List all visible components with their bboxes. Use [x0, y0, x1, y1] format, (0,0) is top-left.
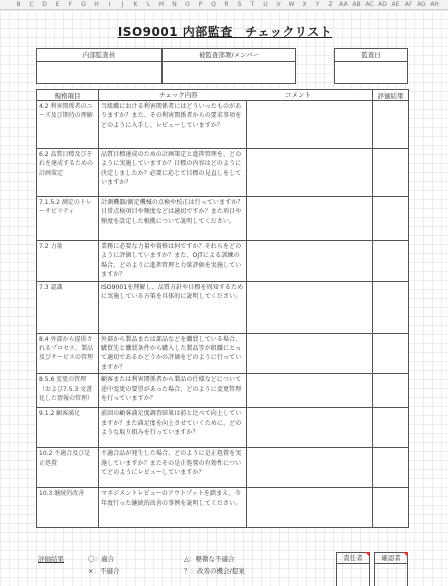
- legend-nonconform: ×：不適合: [88, 567, 120, 575]
- column-letter[interactable]: X: [302, 1, 307, 8]
- column-letter[interactable]: Z: [328, 1, 333, 8]
- column-letter[interactable]: M: [158, 1, 165, 8]
- row-comment[interactable]: [247, 101, 373, 149]
- row-item: 7.2 力量: [37, 241, 99, 282]
- header-result: 評価結果: [373, 90, 409, 101]
- confirm-label: 確認者: [375, 553, 407, 564]
- row-item: 7.1.5.2 測定のトレーサビリティ: [37, 197, 99, 241]
- table-row: [37, 281, 409, 333]
- comment-marker: [403, 552, 408, 557]
- responsible-label: 責任者: [337, 553, 369, 564]
- row-comment[interactable]: [247, 333, 373, 374]
- spreadsheet-grid: [0, 10, 448, 586]
- table-row: [37, 197, 409, 241]
- column-letter[interactable]: AC: [365, 1, 374, 8]
- column-letter[interactable]: T: [250, 1, 255, 8]
- row-content: 計測機器/測定機械の点検や校正は行っていますか？日常点検項目や頻度などは適切ですか？また項目や頻度を設定した根拠について説明してください。: [99, 197, 247, 241]
- row-result[interactable]: [373, 488, 409, 528]
- table-row: [37, 101, 409, 149]
- table-row: [37, 241, 409, 282]
- department-label: 被監査部署/メンバー: [163, 49, 295, 62]
- department-box[interactable]: [162, 48, 296, 84]
- table-row: [37, 488, 409, 528]
- row-content: 当組織における利害関係者にはどういったものがありますか？また、その利害関係者からの要求事項をどのように入手し、レビューしていますか？: [99, 101, 247, 149]
- column-letter[interactable]: N: [172, 1, 177, 8]
- column-letter[interactable]: AG: [417, 1, 426, 8]
- row-result[interactable]: [373, 408, 409, 448]
- row-comment[interactable]: [247, 281, 373, 333]
- legend-minor: △：軽微な不適合: [184, 555, 235, 563]
- column-letter[interactable]: AD: [378, 1, 387, 8]
- row-item: 7.3 認識: [37, 281, 99, 333]
- column-letter[interactable]: W: [288, 1, 295, 8]
- column-letter[interactable]: Q: [211, 1, 216, 8]
- legend-conform: 〇：適合: [88, 555, 114, 563]
- row-result[interactable]: [373, 374, 409, 408]
- column-letter[interactable]: P: [198, 1, 203, 8]
- auditor-box[interactable]: [36, 48, 162, 84]
- row-comment[interactable]: [247, 488, 373, 528]
- row-comment[interactable]: [247, 197, 373, 241]
- column-letter[interactable]: D: [42, 1, 47, 8]
- row-comment[interactable]: [247, 374, 373, 408]
- row-comment[interactable]: [247, 408, 373, 448]
- row-result[interactable]: [373, 101, 409, 149]
- page-title: ISO9001 内部監査 チェックリスト: [117, 25, 333, 39]
- auditor-label: 内部監査員: [37, 49, 161, 62]
- row-item: 6.2 品質目標及びそれを達成するための計画策定: [37, 149, 99, 197]
- column-letter[interactable]: AH: [430, 1, 439, 8]
- row-result[interactable]: [373, 448, 409, 488]
- column-letter[interactable]: U: [263, 1, 268, 8]
- row-result[interactable]: [373, 241, 409, 282]
- column-letter[interactable]: H: [94, 1, 99, 8]
- row-result[interactable]: [373, 149, 409, 197]
- row-item: 10.3 継続的改善: [37, 488, 99, 528]
- table-row: [37, 374, 409, 408]
- comment-marker: [365, 552, 370, 557]
- row-item: 10.2 不適合及び是正処置: [37, 448, 99, 488]
- header-item: 規格項目: [37, 90, 99, 101]
- column-letter[interactable]: AB: [352, 1, 361, 8]
- row-content: 不適合品が発生した場合、どのように是正処置を実施していますか？またその是正処置の有効性についてどのようにレビューしていますか？: [99, 448, 247, 488]
- column-letter[interactable]: B: [16, 1, 21, 8]
- row-content: 外部から製品または部品などを購買している場合、購買先と購買条件から購入した製品等が組織にとって適切であるかどうかの評価をどのように行っていますか？: [99, 333, 247, 374]
- legend-title: 評価結果: [38, 555, 64, 563]
- column-letter[interactable]: L: [146, 1, 151, 8]
- column-letter[interactable]: F: [68, 1, 73, 8]
- header-comment: コメント: [285, 91, 311, 99]
- column-letter[interactable]: J: [121, 1, 124, 8]
- column-letter[interactable]: V: [276, 1, 281, 8]
- column-letter[interactable]: E: [55, 1, 60, 8]
- row-result[interactable]: [373, 333, 409, 374]
- row-content: 前回の顧客満足度調査結果は前と比べて向上していますか？また満足度を向上させていくために、どのような取り組みを行っていますか？: [99, 408, 247, 448]
- confirm-box[interactable]: [374, 552, 408, 586]
- column-letter[interactable]: I: [108, 1, 111, 8]
- row-item: 9.1.2 顧客満足: [37, 408, 99, 448]
- row-content: 品質目標達成のための計画策定と進捗管理を、どのように実施していますか？目標の内容はどのように決定しましたか？必要に応じて目標の見直しをしていますか？: [99, 149, 247, 197]
- row-content: ISO9001を理解し、品質方針や目標を周知するために実施している方策を具体的に説明してください。: [99, 281, 247, 333]
- column-letter[interactable]: O: [185, 1, 190, 8]
- audit-date-box[interactable]: [334, 48, 408, 84]
- column-letter[interactable]: G: [81, 1, 86, 8]
- audit-date-label: 監査日: [335, 49, 407, 62]
- column-header-bar: [0, 0, 448, 10]
- table-header-row: [37, 90, 409, 101]
- column-letter[interactable]: AE: [391, 1, 400, 8]
- row-item: 4.2 利害関係者のニーズ及び期待の理解: [37, 101, 99, 149]
- header-content-comment: [99, 90, 373, 101]
- row-result[interactable]: [373, 281, 409, 333]
- row-content: マネジメントレビューのアウトプットを踏まえ、今年度行った継続的改善の事例を説明してください。: [99, 488, 247, 528]
- checklist-table: [36, 89, 409, 528]
- column-letter[interactable]: K: [133, 1, 138, 8]
- column-letter[interactable]: R: [224, 1, 229, 8]
- row-comment[interactable]: [247, 149, 373, 197]
- header-content: チェック内容: [159, 91, 198, 99]
- responsible-box[interactable]: [336, 552, 370, 586]
- row-item: 8.5.6 変更の管理（および7.5.3 文書化した情報の管理）: [37, 374, 99, 408]
- row-content: 顧客または利害関係者から製品の仕様などについて途中変更の要望があった場合、どのように変更管理を行っていますか？: [99, 374, 247, 408]
- column-letter[interactable]: C: [29, 1, 34, 8]
- row-comment[interactable]: [247, 448, 373, 488]
- row-content: 業務に必要な力量や資格は何ですか？それらをどのように評価していますか？また、OJTによる訓練の場合、どのように進捗管理と力量評価を実施していますか？: [99, 241, 247, 282]
- table-row: [37, 333, 409, 374]
- table-row: [37, 408, 409, 448]
- row-item: 8.4 外部から提供されるプロセス、製品及びサービスの管理: [37, 333, 99, 374]
- footer: [36, 552, 408, 578]
- column-letter[interactable]: S: [237, 1, 242, 8]
- column-letter[interactable]: AF: [404, 1, 413, 8]
- row-result[interactable]: [373, 197, 409, 241]
- column-letter[interactable]: Y: [315, 1, 320, 8]
- row-comment[interactable]: [247, 241, 373, 282]
- table-row: [37, 149, 409, 197]
- legend-improvement: ？：改善の機会/提案: [184, 567, 245, 575]
- table-row: [37, 448, 409, 488]
- column-letter[interactable]: AA: [339, 1, 348, 8]
